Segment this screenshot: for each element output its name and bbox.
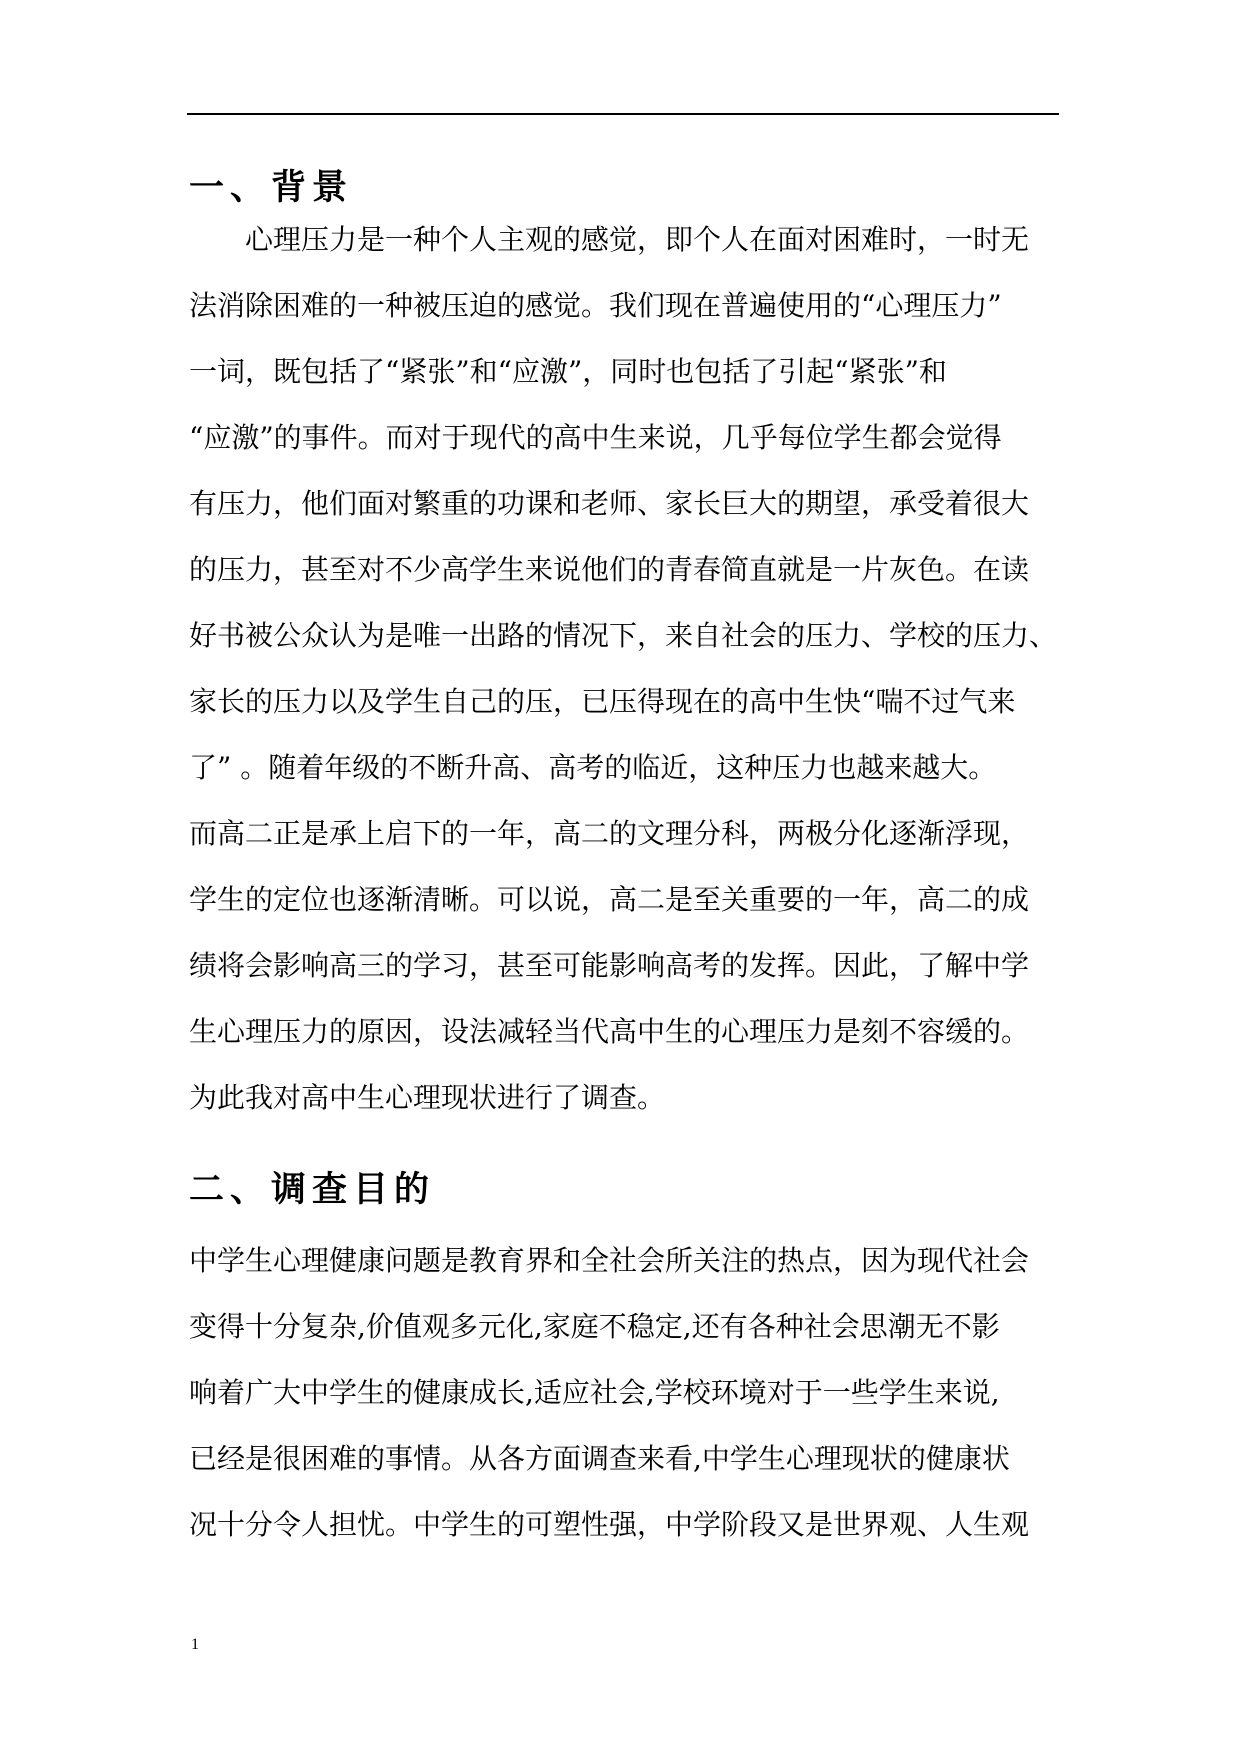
background-paragraph [189, 207, 1069, 1131]
survey-purpose-paragraph [189, 1228, 1069, 1558]
paragraph-line: 的压力，甚至对不少高学生来说他们的青春简直就是一片灰色。在读 [189, 553, 1030, 586]
paragraph-line: 了” 。随着年级的不断升高、高考的临近，这种压力也越来越大。 [189, 751, 997, 784]
paragraph-line: 好书被公众认为是唯一出路的情况下，来自社会的压力、学校的压力、 [189, 619, 1058, 652]
paragraph-line: 况十分令人担忧。中学生的可塑性强，中学阶段又是世界观、人生观 [189, 1508, 1030, 1541]
section-heading-survey-purpose: 二、调查目的 [189, 1170, 436, 1210]
paragraph-line: 心理压力是一种个人主观的感觉，即个人在面对困难时，一时无 [189, 223, 1030, 256]
section-heading-background: 一、背景 [189, 168, 354, 208]
paragraph-line: 家长的压力以及学生自己的压，已压得现在的高中生快“喘不过气来 [189, 685, 1016, 718]
paragraph-line: 有压力，他们面对繁重的功课和老师、家长巨大的期望，承受着很大 [189, 487, 1030, 520]
paragraph-line: 生心理压力的原因，设法减轻当代高中生的心理压力是刻不容缓的。 [189, 1015, 1030, 1048]
paragraph-line: “应激”的事件。而对于现代的高中生来说，几乎每位学生都会觉得 [189, 421, 1002, 454]
paragraph-line: 法消除困难的一种被压迫的感觉。我们现在普遍使用的“心理压力” [189, 289, 1002, 322]
paragraph-line: 绩将会影响高三的学习，甚至可能影响高考的发挥。因此，了解中学 [189, 949, 1030, 982]
paragraph-line: 一词，既包括了“紧张”和“应激”，同时也包括了引起“紧张”和 [189, 355, 947, 388]
paragraph-line: 响着广大中学生的健康成长,适应社会,学校环境对于一些学生来说, [189, 1376, 1000, 1409]
paragraph-line: 中学生心理健康问题是教育界和全社会所关注的热点，因为现代社会 [189, 1244, 1030, 1277]
page-number: 1 [191, 1636, 199, 1653]
paragraph-line: 学生的定位也逐渐清晰。可以说，高二是至关重要的一年，高二的成 [189, 883, 1030, 916]
paragraph-line: 而高二正是承上启下的一年，高二的文理分科，两极分化逐渐浮现， [189, 817, 1030, 850]
header-rule [187, 113, 1059, 115]
paragraph-line: 为此我对高中生心理现状进行了调查。 [189, 1081, 666, 1114]
paragraph-line: 变得十分复杂,价值观多元化,家庭不稳定,还有各种社会思潮无不影 [189, 1310, 1000, 1343]
paragraph-line: 已经是很困难的事情。从各方面调查来看,中学生心理现状的健康状 [189, 1442, 1010, 1475]
